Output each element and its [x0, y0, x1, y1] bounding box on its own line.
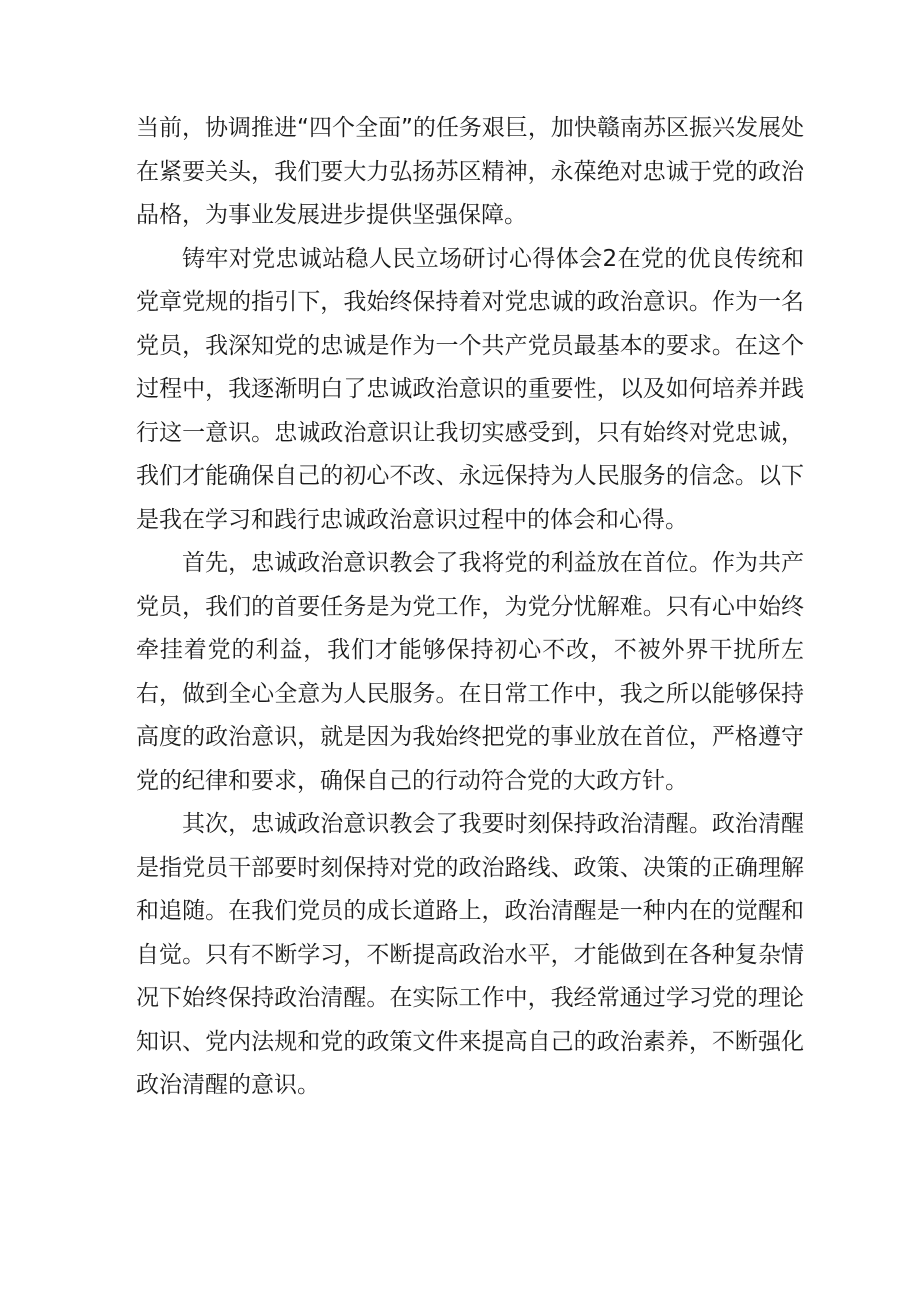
paragraph-4: 其次，忠诚政治意识教会了我要时刻保持政治清醒。政治清醒是指党员干部要时刻保持对党的政治路线、政策、决策的正确理解和追随。在我们党员的成长道路上，政治清醒是一种内在的觉醒和自觉。只有不断学习，不断提高政治水平，才能做到在各种复杂情况下始终保持政治清醒。在实际工作中，我经常通过学习党的理论知识、党内法规和党的政策文件来提高自己的政治素养，不断强化政治清醒的意识。: [136, 811, 804, 1098]
paragraph-3: 首先，忠诚政治意识教会了我将党的利益放在首位。作为共产党员，我们的首要任务是为党工作，为党分忧解难。只有心中始终牵挂着党的利益，我们才能够保持初心不改，不被外界干扰所左右，做到全心全意为人民服务。在日常工作中，我之所以能够保持高度的政治意识，就是因为我始终把党的事业放在首位，严格遵守党的纪律和要求，确保自己的行动符合党的大政方针。: [136, 550, 804, 794]
document-body: [136, 107, 804, 1108]
paragraph-1: 当前，协调推进“四个全面”的任务艰巨，加快赣南苏区振兴发展处在紧要关头，我们要大力弘扬苏区精神，永葆绝对忠诚于党的政治品格，为事业发展进步提供坚强保障。: [136, 115, 804, 228]
paragraph-2: 铸牢对党忠诚站稳人民立场研讨心得体会2在党的优良传统和党章党规的指引下，我始终保持着对党忠诚的政治意识。作为一名党员，我深知党的忠诚是作为一个共产党员最基本的要求。在这个过程中，我逐渐明白了忠诚政治意识的重要性，以及如何培养并践行这一意识。忠诚政治意识让我切实感受到，只有始终对党忠诚，我们才能确保自己的初心不改、永远保持为人民服务的信念。以下是我在学习和践行忠诚政治意识过程中的体会和心得。: [136, 245, 804, 533]
